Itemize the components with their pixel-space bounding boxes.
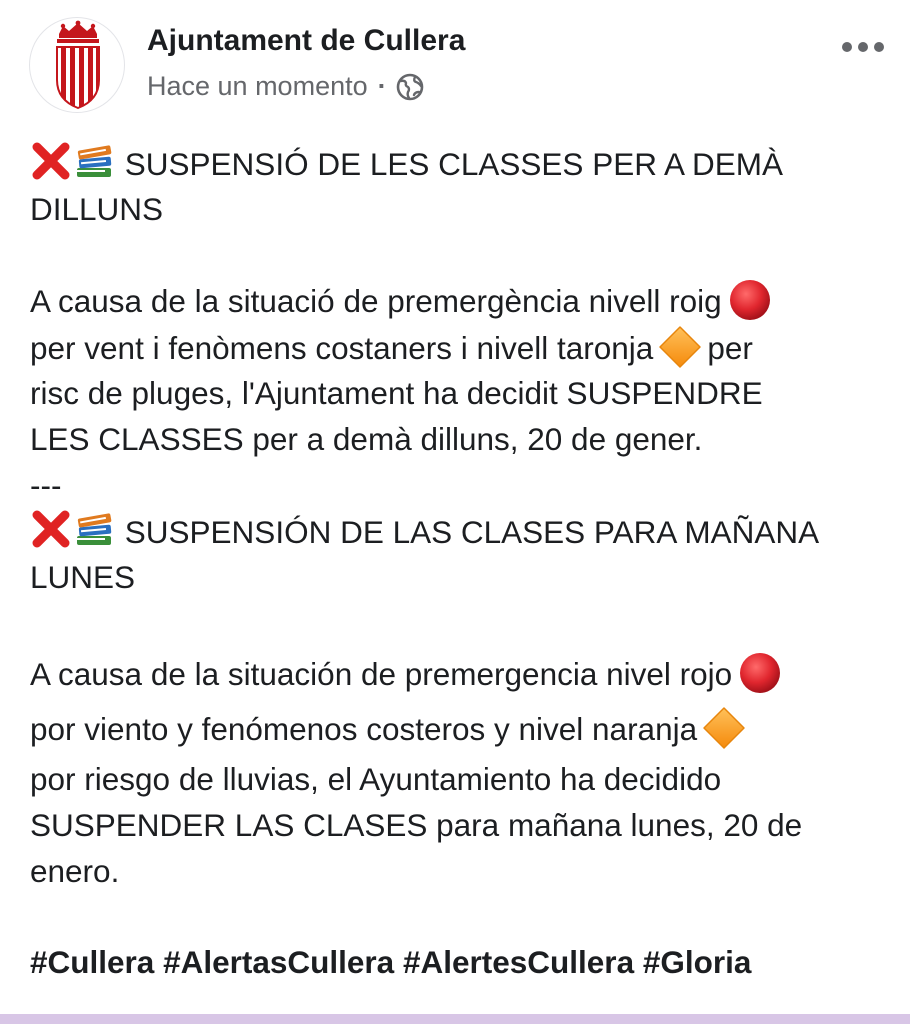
hashtag-link[interactable]: #Cullera — [30, 944, 155, 980]
globe-icon[interactable] — [395, 72, 425, 102]
es-title-line — [30, 508, 880, 554]
es-body-line — [30, 646, 880, 702]
ca-body-line: risc de pluges, l'Ajuntament ha decidit SUSPENDRE — [30, 375, 763, 411]
page-avatar[interactable] — [29, 17, 125, 113]
hashtag-link[interactable]: #AlertesCullera — [402, 944, 635, 980]
post-timestamp[interactable]: Hace un momento — [147, 70, 368, 101]
cullera-coat-of-arms-icon — [30, 18, 125, 113]
books-icon — [72, 508, 116, 550]
ca-body-text-2b: per — [707, 330, 753, 366]
post-text — [30, 140, 880, 894]
ca-title-line-2: DILLUNS — [30, 191, 164, 227]
ca-title-line — [30, 140, 880, 186]
red-circle-icon — [738, 651, 782, 695]
ca-title-text: SUSPENSIÓ DE LES CLASSES PER A DEMÀ — [124, 146, 784, 182]
bottom-divider — [0, 1014, 910, 1024]
post-header — [0, 0, 910, 125]
es-body-text-2: por viento y fenómenos costeros y nivel naranja — [30, 711, 698, 747]
hashtag-link[interactable]: #Gloria — [642, 944, 752, 980]
es-body-line — [30, 702, 880, 756]
ca-body-line — [30, 324, 880, 370]
orange-diamond-icon — [657, 324, 703, 370]
divider-text: --- — [30, 467, 62, 503]
hashtag-list — [30, 944, 751, 981]
books-icon — [72, 140, 116, 182]
post-meta — [147, 70, 425, 102]
es-title-line-2: LUNES — [30, 559, 136, 595]
es-body-line: enero. — [30, 853, 120, 889]
es-title-text: SUSPENSIÓN DE LAS CLASES PARA MAÑANA — [124, 514, 820, 550]
ca-body-text-1: A causa de la situació de premergència nivell roig — [30, 283, 722, 319]
es-body-line: por riesgo de lluvias, el Ayuntamiento ha decidido — [30, 761, 722, 797]
ca-body-line — [30, 278, 880, 324]
orange-diamond-icon — [701, 705, 747, 751]
cross-mark-icon — [30, 140, 72, 182]
red-circle-icon — [728, 278, 772, 322]
es-body-text-1: A causa de la situación de premergencia nivel rojo — [30, 656, 733, 692]
es-body-line: SUSPENDER LAS CLASES para mañana lunes, 20 de — [30, 807, 803, 843]
page-name-link[interactable]: Ajuntament de Cullera — [147, 24, 466, 57]
meta-separator: · — [377, 70, 387, 101]
more-options-button[interactable] — [836, 30, 890, 64]
hashtag-link[interactable]: #AlertasCullera — [163, 944, 395, 980]
more-options-icon — [841, 41, 885, 53]
cross-mark-icon — [30, 508, 72, 550]
ca-body-line: LES CLASSES per a demà dilluns, 20 de gener. — [30, 421, 703, 457]
ca-body-text-2: per vent i fenòmens costaners i nivell taronja — [30, 330, 654, 366]
